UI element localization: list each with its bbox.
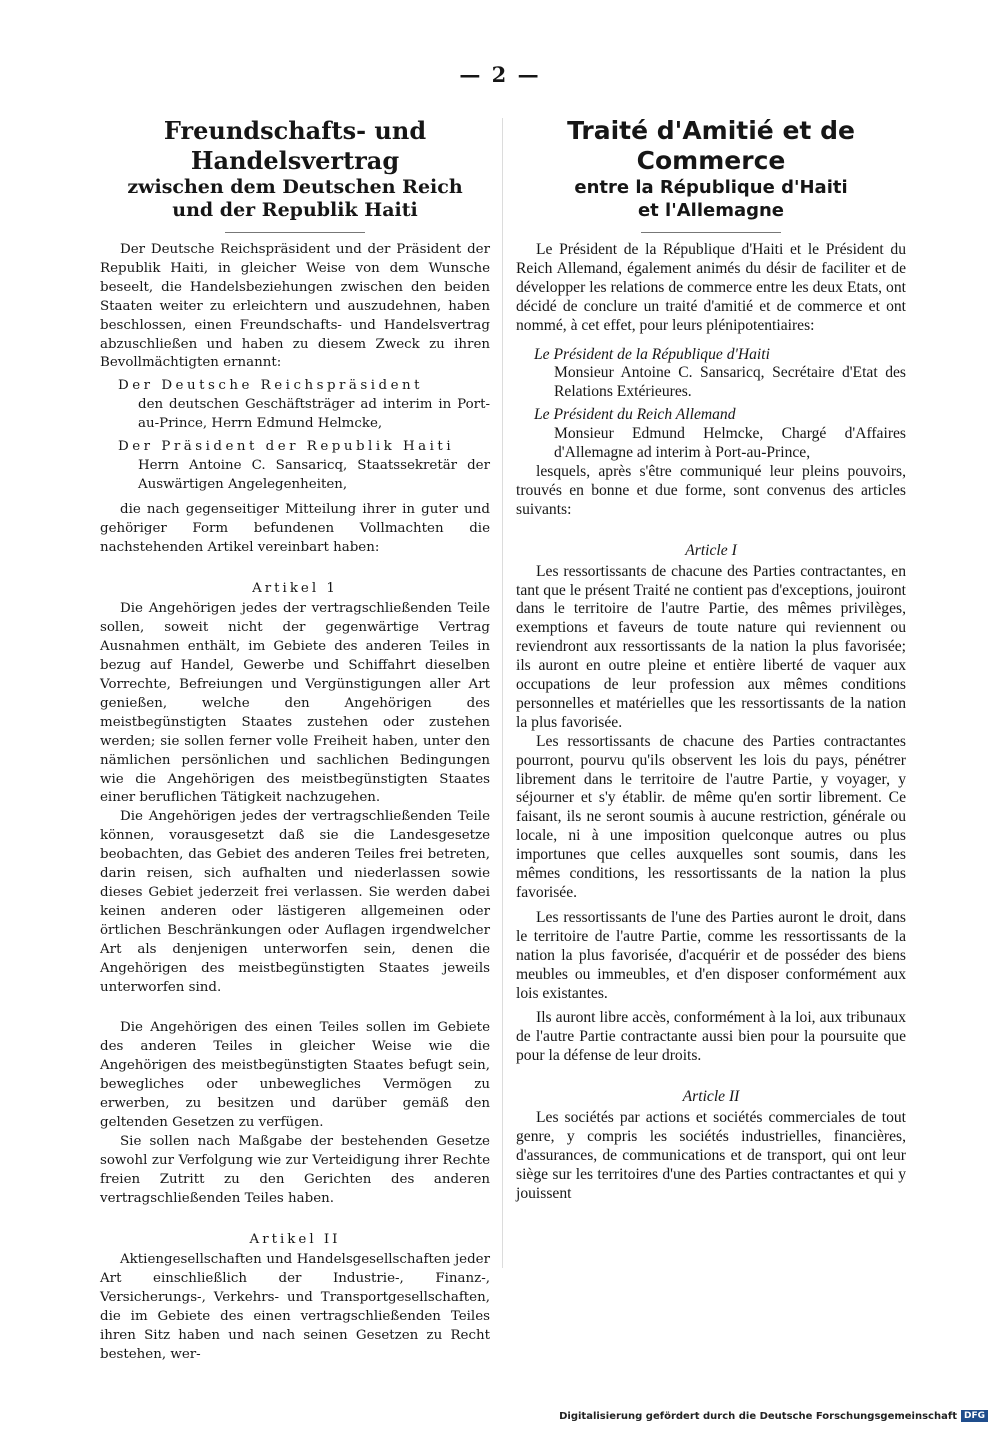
german-article2-p1: Aktiengesellschaften und Handelsgesellschaften jeder Art einschließlich der Industrie-, Finanz-, Versicherungs-, Verkehrs- und Transportgesellschaften, die im Gebiete des einen vertragschließenden Teiles ihren Sitz haben und nach seinen Gesetzen zu Recht bestehen, wer- bbox=[100, 1252, 490, 1362]
footer-text: Digitalisierung gefördert durch die Deutsche Forschungsgemeinschaft bbox=[559, 1410, 957, 1422]
french-article2-p1: Les sociétés par actions et sociétés commerciales de tout genre, y compris les sociétés industrielles, financières, d'assurances, de communications et de transport, qui ont leur siège sur les territoires d'une des Parties contractantes et qui y jouissent bbox=[516, 1109, 906, 1202]
french-subtitle-line1: entre la République d'Haiti bbox=[574, 177, 848, 198]
german-party2-text: Herrn Antoine C. Sansaricq, Staatssekretär der Auswärtigen Angelegenheiten, bbox=[138, 457, 490, 492]
german-column bbox=[100, 116, 490, 1365]
french-article1-heading: Article I bbox=[685, 541, 737, 559]
german-closing: die nach gegenseitiger Mitteilung ihrer in guter und gehöriger Form befundenen Vollmachten die nachstehenden Artikel vereinbart haben: bbox=[100, 501, 490, 555]
german-article1-p4: Sie sollen nach Maßgabe der bestehenden Gesetze sowohl zur Verfolgung wie zur Verteidigung ihrer Rechte freien Zutritt zu den Gerichten des anderen vertragschließenden Teiles haben. bbox=[100, 1133, 490, 1206]
french-title-rule bbox=[641, 232, 781, 233]
german-subtitle-line1: zwischen dem Deutschen Reich bbox=[127, 176, 463, 198]
german-article2-heading: Artikel II bbox=[249, 1231, 341, 1247]
french-article1-p4: Ils auront libre accès, conformément à la loi, aux tribunaux de l'autre Partie contractante aussi bien pour la poursuite que pour la défense de leur droits. bbox=[516, 1009, 906, 1065]
french-party1-text: Monsieur Antoine C. Sansaricq, Secrétaire d'Etat des Relations Extérieures. bbox=[554, 364, 906, 401]
german-article1-p1: Die Angehörigen jedes der vertragschließenden Teile sollen, soweit nicht der gegenwärtige Vertrag Ausnahmen enthält, im Gebiete des anderen Teiles in bezug auf Handel, Gewerbe und Schiffahrt dieselben Vorrechte, Befreiungen und Vergünstigungen aller Art genießen, welche den Angehörigen des meistbegünstigten Staates zustehen oder zustehen werden; sie sollen ferner volle Freiheit haben, unter den nämlichen persönlichen und sachlichen Bedingungen wie die Angehörigen des meistbegünstigten Staates einer beruflichen Tätigkeit nachzugehen. bbox=[100, 601, 490, 806]
german-article1-p2: Die Angehörigen jedes der vertragschließenden Teile können, vorausgesetzt daß sie die Landesgesetze beobachten, das Gebiet des anderen Teiles frei betreten, darin reisen, sich aufhalten und niederlassen sowie dieses Gebiet jederzeit frei verlassen. Sie werden dabei keinen anderen oder lästigeren allgemeinen oder örtlichen Beschränkungen oder Auflagen irgendwelcher Art als denjenigen unterworfen sein, denen die Angehörigen des meistbegünstigten Staates jeweils unterworfen sind. bbox=[100, 809, 490, 995]
column-divider bbox=[502, 118, 503, 1268]
german-party1-text: den deutschen Geschäftsträger ad interim in Port-au-Prince, Herrn Edmund Helmcke, bbox=[138, 397, 490, 432]
french-article1-p2: Les ressortissants de chacune des Parties contractantes pourront, pourvu qu'ils observent les lois du pays, pénétrer librement dans le territoire de l'autre Partie, y voyager, y séjourner et s'y établir. de même qu'en sortir librement. Ce faisant, ils ne seront soumis à aucune restriction, générale ou locale, ni à une imposition quelconque autres ou plus importunes que celles auxquelles sont soumis, dans les mêmes conditions, les ressortissants de la nation la plus favorisée. bbox=[516, 732, 906, 901]
german-article1-heading: Artikel 1 bbox=[252, 580, 338, 596]
german-title: Freundschafts- und Handelsvertrag bbox=[163, 116, 427, 175]
german-intro: Der Deutsche Reichspräsident und der Präsident der Republik Haiti, in gleicher Weise von dem Wunsche beseelt, die Handelsbeziehungen zwischen den beiden Staaten weiter zu erleichtern und auszudehnen, haben beschlossen, einen Freundschafts- und Handelsvertrag abzuschließen und haben zu diesem Zweck zu ihren Bevollmächtigten ernannt: bbox=[100, 242, 490, 371]
french-title: Traité d'Amitié et de Commerce bbox=[567, 116, 855, 175]
footer-credit bbox=[559, 1410, 988, 1422]
french-subtitle-line2: et l'Allemagne bbox=[637, 200, 785, 221]
dfg-logo: DFG bbox=[961, 1410, 988, 1422]
german-title-rule bbox=[225, 232, 365, 233]
german-party2-heading: Der Präsident der Republik Haiti bbox=[118, 439, 455, 455]
german-party1-heading: Der Deutsche Reichspräsident bbox=[118, 378, 424, 394]
french-party1-heading: Le Président de la République d'Haiti bbox=[534, 345, 770, 363]
french-article1-p1: Les ressortissants de chacune des Parties contractantes, en tant que le présent Traité ne contient pas d'exceptions, jouiront dans le territoire de l'autre Partie, des mêmes privilèges, exemptions et faveurs de toute nature qui reviennent ou reviendront aux ressortissants de la nation la plus favorisée; ils auront en outre pleine et entière liberté de vaquer aux occupations de leur profession aux mêmes conditions personnelles et matérielles que les ressortissants de la nation la plus favorisée. bbox=[516, 562, 906, 731]
french-party2-heading: Le Président du Reich Allemand bbox=[534, 406, 736, 424]
page-number: — 2 — bbox=[459, 62, 541, 87]
french-party2-text: Monsieur Edmund Helmcke, Chargé d'Affaires d'Allemagne ad interim à Port-au-Prince, bbox=[554, 425, 906, 462]
german-article1-p3: Die Angehörigen des einen Teiles sollen im Gebiete des anderen Teiles in gleicher Weise wie die Angehörigen des meistbegünstigten Staates befugt sein, bewegliches oder unbewegliches Vermögen zu erwerben, zu besitzen und darüber gemäß den geltenden Gesetzen zu verfügen. bbox=[100, 1020, 490, 1130]
french-column bbox=[516, 116, 906, 1204]
french-article1-p3: Les ressortissants de l'une des Parties auront le droit, dans le territoire de l'autre Partie, comme les ressortissants de la nation la plus favorisée, d'acquérir et de posséder des biens meubles ou immeubles, et d'en disposer conformément aux lois existantes. bbox=[516, 908, 906, 1002]
french-intro: Le Président de la République d'Haiti et le Président du Reich Allemand, également animés du désir de faciliter et de développer les relations de commerce entre les deux Etats, ont décidé de conclure un traité d'amitié et de commerce et ont nommé, à cet effet, pour leurs plénipotentiaires: bbox=[516, 241, 906, 334]
french-article2-heading: Article II bbox=[682, 1088, 740, 1106]
french-closing: lesquels, après s'être communiqué leur pleins pouvoirs, trouvés en bonne et due forme, sont convenus des articles suivants: bbox=[516, 462, 906, 518]
german-subtitle-line2: und der Republik Haiti bbox=[172, 199, 418, 221]
